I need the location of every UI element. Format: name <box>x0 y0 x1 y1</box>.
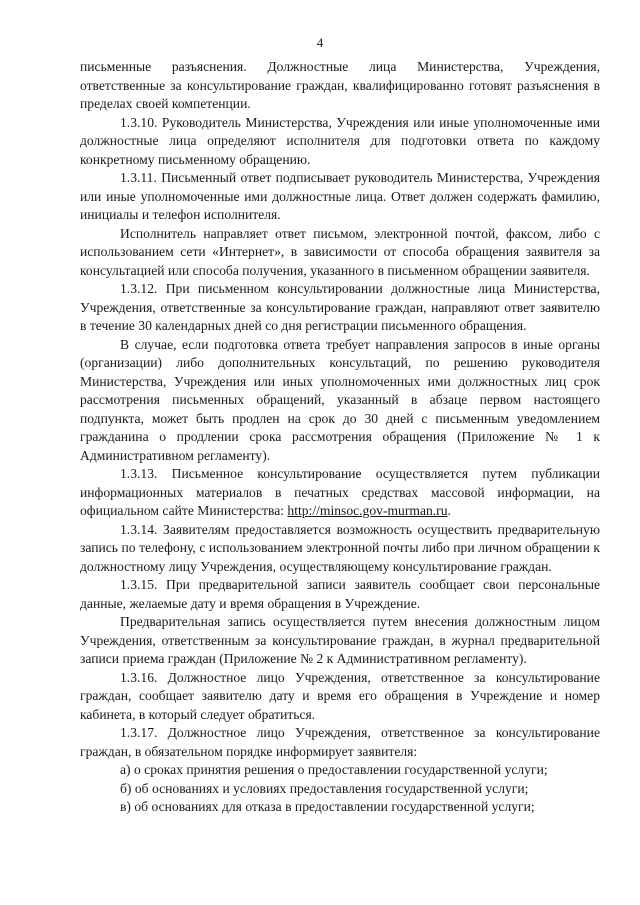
paragraph-continuation: письменные разъяснения. Должностные лица Министерства, Учреждения, ответственные за консультирование граждан, квалифицированно готовят разъяснения в пределах своей компетенции. <box>80 59 600 111</box>
ministry-website-link[interactable]: http://minsoc.gov-murman.ru <box>287 503 448 518</box>
paragraph-1-3-12: 1.3.12. При письменном консультировании должностные лица Министерства, Учреждения, ответственные за консультирование граждан, направляют ответ заявителю в течение 30 календарных дней со дня регистрации письменного обращения. <box>80 281 600 333</box>
page-number: 4 <box>316 35 324 50</box>
paragraph-1-3-11: 1.3.11. Письменный ответ подписывает руководитель Министерства, Учреждения или иные уполномоченные ими должностные лица. Ответ должен содержать фамилию, инициалы и телефон исполнителя. <box>80 170 600 222</box>
paragraph-1-3-13-text: 1.3.13. Письменное консультирование осуществляется путем публикации информационных материалов в печатных средствах массовой информации, на официальном сайте Министерства: <box>80 466 600 518</box>
document-body <box>80 58 600 817</box>
paragraph-executor-response: Исполнитель направляет ответ письмом, электронной почтой, факсом, либо с использованием сети «Интернет», в зависимости от способа обращения заявителя за консультацией или способа получения, указанного в письменном обращении заявителя. <box>80 225 600 278</box>
list-item-b: б) об основаниях и условиях предоставления государственной услуги; <box>120 780 529 796</box>
paragraph-1-3-13-end: . <box>447 503 451 518</box>
list-item-a: а) о сроках принятия решения о предоставлении государственной услуги; <box>120 762 548 777</box>
paragraph-preliminary-record: Предварительная запись осуществляется путем внесения должностным лицом Учреждения, ответственным за консультирование граждан, в журнал предварительной записи приема граждан (Приложение № 2 к Административном регламенту). <box>80 614 600 666</box>
list-item-c: в) об основаниях для отказа в предоставлении государственной услуги; <box>120 799 535 814</box>
paragraph-1-3-13 <box>80 465 600 521</box>
paragraph-1-3-10: 1.3.10. Руководитель Министерства, Учреждения или иные уполномоченные ими должностные лица определяют исполнителя для подготовки ответа по каждому конкретному письменному обращению. <box>80 114 600 167</box>
paragraph-extension: В случае, если подготовка ответа требует направления запросов в иные органы (организации) либо дополнительных консультаций, по решению руководителя Министерства, Учреждения или иных уполномоченных ими должностных лиц срок рассмотрения письменных обращений, указанный в абзаце первом настоящего подпункта, может быть продлен на срок до 30 дней с письменным уведомлением гражданина о продлении срока рассмотрения обращения (Приложение № 1 к Административном регламенту). <box>80 336 600 463</box>
paragraph-1-3-16: 1.3.16. Должностное лицо Учреждения, ответственное за консультирование граждан, сообщает заявителю дату и время его обращения в Учреждение и номер кабинета, в который следует обратиться. <box>80 669 600 722</box>
paragraph-1-3-15: 1.3.15. При предварительной записи заявитель сообщает свои персональные данные, желаемые дату и время обращения в Учреждение. <box>80 577 600 611</box>
paragraph-1-3-17: 1.3.17. Должностное лицо Учреждения, ответственное за консультирование граждан, в обязательном порядке информирует заявителя: <box>80 725 600 759</box>
paragraph-1-3-14: 1.3.14. Заявителям предоставляется возможность осуществить предварительную запись по телефону, с использованием электронной почты либо при личном обращении к должностному лицу Учреждения, осуществляющему консультирование граждан. <box>80 521 600 574</box>
